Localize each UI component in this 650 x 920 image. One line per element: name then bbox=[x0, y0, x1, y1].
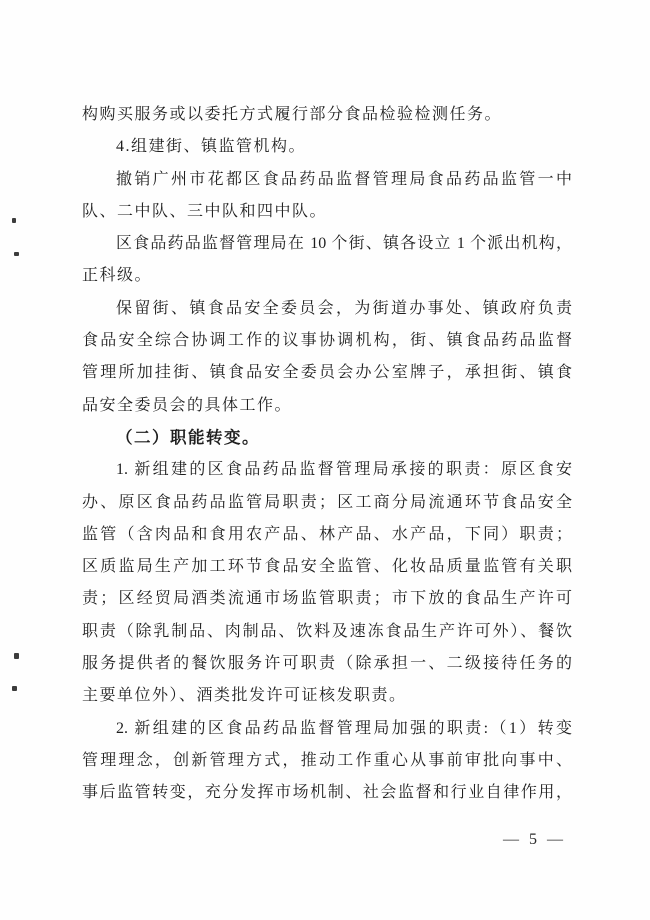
text-line: 2. 新组建的区食品药品监督管理局加强的职责:（1）转变 bbox=[116, 719, 572, 737]
text-line: 区质监局生产加工环节食品安全监管、化妆品质量监管有关职 bbox=[82, 558, 572, 576]
text-line: 食品安全综合协调工作的议事协调机构，街、镇食品药品监督 bbox=[82, 332, 572, 350]
scan-speck bbox=[12, 686, 17, 691]
text-line: 队、二中队、三中队和四中队。 bbox=[82, 202, 328, 220]
section-heading: （二）职能转变。 bbox=[116, 427, 260, 447]
text-line: 服务提供者的餐饮服务许可职责（除承担一、二级接待任务的 bbox=[82, 655, 572, 673]
text-line: 责；区经贸局酒类流通市场监管职责；市下放的食品生产许可 bbox=[82, 590, 572, 608]
scan-speck bbox=[14, 653, 19, 659]
text-line: 职责（除乳制品、肉制品、饮料及速冻食品生产许可外）、餐饮 bbox=[82, 622, 572, 640]
document-body bbox=[82, 99, 572, 810]
text-line: 1. 新组建的区食品药品监督管理局承接的职责：原区食安 bbox=[116, 461, 572, 479]
text-line: 保留街、镇食品安全委员会，为街道办事处、镇政府负责 bbox=[116, 299, 572, 317]
text-line: 管理理念，创新管理方式，推动工作重心从事前审批向事中、 bbox=[82, 751, 572, 769]
scan-speck bbox=[12, 218, 16, 223]
text-line: 4.组建街、镇监管机构。 bbox=[116, 138, 307, 156]
text-line: 事后监管转变，充分发挥市场机制、社会监督和行业自律作用， bbox=[82, 784, 572, 802]
text-line: 区食品药品监督管理局在 10 个街、镇各设立 1 个派出机构， bbox=[116, 235, 572, 253]
text-line: 管理所加挂街、镇食品安全委员会办公室牌子，承担街、镇食 bbox=[82, 364, 572, 382]
text-line: 正科级。 bbox=[82, 267, 153, 285]
text-line: 办、原区食品药品监管局职责；区工商分局流通环节食品安全 bbox=[82, 493, 572, 511]
text-line: 主要单位外）、酒类批发许可证核发职责。 bbox=[82, 687, 407, 705]
scan-speck bbox=[14, 252, 19, 256]
text-line: 构购买服务或以委托方式履行部分食品检验检测任务。 bbox=[82, 106, 503, 123]
text-line: 撤销广州市花都区食品药品监督管理局食品药品监管一中 bbox=[116, 170, 572, 188]
text-line: 监管（含肉品和食用农产品、林产品、水产品，下同）职责； bbox=[82, 525, 572, 543]
text-line: 品安全委员会的具体工作。 bbox=[82, 396, 293, 414]
page-number: — 5 — bbox=[503, 831, 566, 848]
